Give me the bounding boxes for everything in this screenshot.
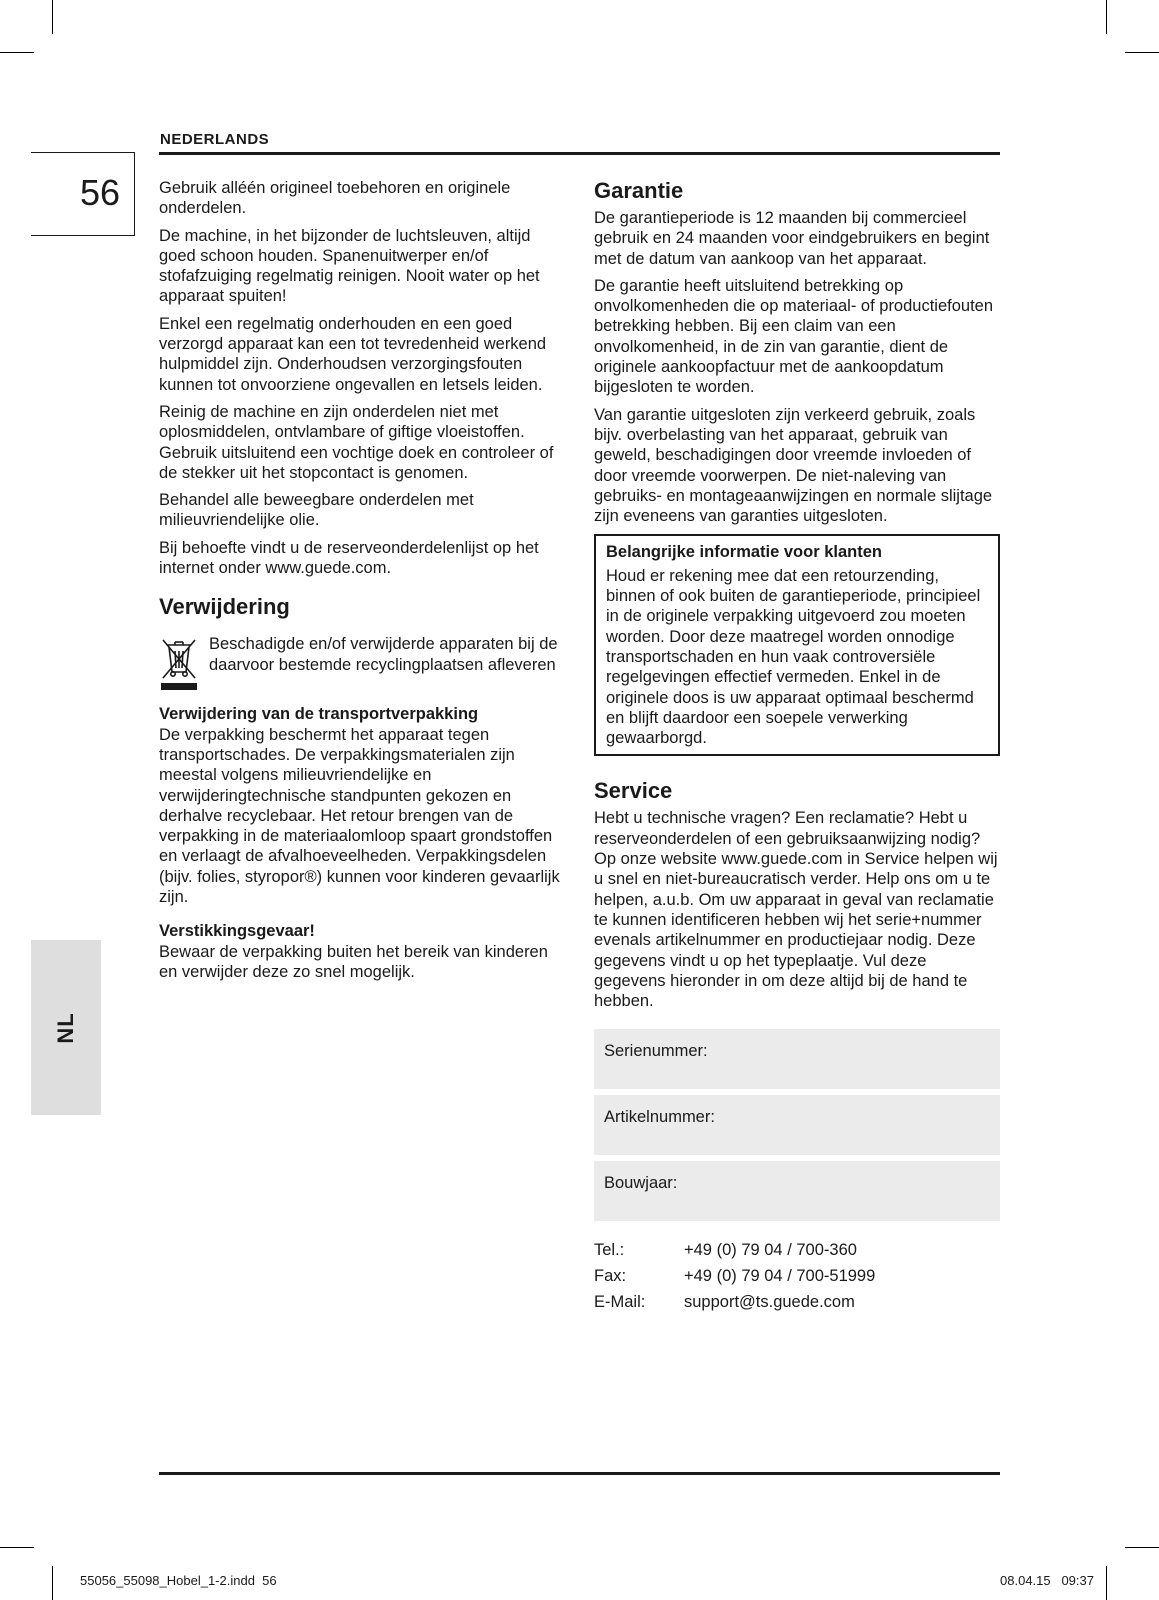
maintenance-paragraph: Reinig de machine en zijn onderdelen niet met oplosmiddelen, ontvlambare of giftige vloeistoffen. Gebruik uitsluitend een vochtige doek en controleer of de stekker uit het stopcontact is genomen. — [159, 402, 554, 482]
customer-info-text: Houd er rekening mee dat een retourzending, binnen of ook buiten de garantieperiode, principieel in de originele verpakking uitgevoerd zou moeten worden. Door deze maatregel worden onnodige transportschaden en hun vaak controversiële regelgevingen effectief vermeden. Enkel in de originele doos is uw apparaat optimaal beschermd en blijft daardoor een soepele verwerking gewaarborgd. — [606, 566, 981, 748]
warranty-heading: Garantie — [594, 178, 684, 203]
article-number-field[interactable] — [594, 1095, 1000, 1155]
right-column — [594, 178, 1000, 1315]
maintenance-paragraph: De machine, in het bijzonder de luchtsleuven, altijd goed schoon houden. Spanenuitwerper en/of stofafzuiging regelmatig reinigen. Nooit water op het apparaat spuiten! — [159, 226, 540, 306]
service-text: Hebt u technische vragen? Een reclamatie? Hebt u reserveonderdelen of een gebruiksaanwijzing nodig? Op onze website www.guede.com in Service helpen wij u snel en niet-bureaucratisch verder. Help ons om u te helpen, a.u.b. Om uw apparaat in geval van reclamatie te kunnen identificeren hebben wij het serie+nummer evenals artikelnummer en productiejaar nodig. Deze gegevens vindt u op het typeplaatje. Vul deze gegevens hieronder in om deze altijd bij de hand te hebben. — [594, 809, 998, 1011]
suffocation-warning-heading: Verstikkingsgevaar! — [159, 922, 315, 941]
page-number: 56 — [79, 172, 120, 213]
left-column — [159, 178, 564, 996]
email-label: E-Mail: — [594, 1293, 646, 1312]
contact-details — [594, 1237, 1000, 1315]
language-side-tab-label: NL — [53, 1011, 78, 1044]
contact-row-email — [594, 1289, 1000, 1315]
product-details-fields — [594, 1029, 1000, 1221]
fax-value: +49 (0) 79 04 / 700-51999 — [684, 1267, 876, 1286]
warranty-paragraph: Van garantie uitgesloten zijn verkeerd gebruik, zoals bijv. overbelasting van het apparaat, gebruik van geweld, beschadigingen door vreemde invloeden of door vreemde voorwerpen. De niet-naleving van gebruiks- en montageaanwijzingen en normale slijtage zijn eveneens van garanties uitgesloten. — [594, 405, 993, 526]
serial-number-field[interactable] — [594, 1029, 1000, 1089]
disposal-heading: Verwijdering — [159, 594, 290, 620]
slug-file-name: 55056_55098_Hobel_1-2.indd — [80, 1573, 255, 1588]
crop-mark — [52, 0, 53, 34]
customer-info-box — [594, 534, 1000, 756]
crop-mark — [1106, 1566, 1107, 1600]
maintenance-paragraph: Bij behoefte vindt u de reserveonderdelenlijst op het internet onder www.guede.com. — [159, 538, 539, 578]
slug-page: 56 — [262, 1573, 277, 1588]
suffocation-warning-text: Bewaar de verpakking buiten het bereik van kinderen en verwijder deze zo snel mogelijk. — [159, 942, 548, 981]
crop-mark — [52, 1566, 53, 1600]
footer-rule — [159, 1472, 1000, 1475]
page-number-box — [31, 152, 135, 236]
suffocation-warning-section — [159, 921, 564, 982]
email-value: support@ts.guede.com — [684, 1293, 855, 1312]
warranty-paragraph: De garantie heeft uitsluitend betrekking op onvolkomenheden die op materiaal- of productiefouten betrekking hebben. Bij een claim van een onvolkomenheid, in de zin van garantie, dient de originele aankoopfactuur met de aankoopdatum bijgesloten te worden. — [594, 276, 994, 397]
build-year-field[interactable] — [594, 1161, 1000, 1221]
warranty-paragraph: De garantieperiode is 12 maanden bij commercieel gebruik en 24 maanden voor eindgebruikers en begint met de datum van aankoop van het apparaat. — [594, 209, 990, 268]
tel-label: Tel.: — [594, 1241, 625, 1260]
slug-file-info — [80, 1573, 277, 1588]
slug-date-time: 08.04.15 09:37 — [1000, 1573, 1094, 1588]
crop-mark — [0, 52, 34, 53]
contact-row-tel — [594, 1237, 1000, 1263]
header-rule — [159, 152, 1000, 155]
maintenance-paragraph: Gebruik alléén origineel toebehoren en originele onderdelen. — [159, 179, 511, 218]
fax-label: Fax: — [594, 1267, 627, 1286]
crop-mark — [0, 1547, 34, 1548]
maintenance-paragraph: Behandel alle beweegbare onderdelen met milieuvriendelijke olie. — [159, 491, 474, 530]
language-header: NEDERLANDS — [160, 131, 270, 148]
maintenance-paragraph: Enkel een regelmatig onderhouden en een goed verzorgd apparaat kan een tot tevredenheid werkend hulpmiddel zijn. Onderhoudsen verzorgingsfouten kunnen tot onvoorziene ongevallen en letsels leiden. — [159, 314, 547, 394]
contact-row-fax — [594, 1263, 1000, 1289]
transport-packaging-text: De verpakking beschermt het apparaat tegen transportschades. De verpakkingsmaterialen zijn meestal volgens milieuvriendelijke en verwijderingtechnische standpunten gekozen en derhalve recyclebaar. Het retour brengen van de verpakking in de materiaalomloop spaart grondstoffen en verlaagt de afvalhoeveelheden. Verpakkingsdelen (bijv. folies, styropor®) kunnen voor kinderen gevaarlijk zijn. — [159, 725, 560, 907]
service-heading: Service — [594, 778, 673, 804]
article-number-label: Artikelnummer: — [604, 1108, 715, 1127]
customer-info-title: Belangrijke informatie voor klanten — [606, 543, 882, 562]
crop-mark — [1125, 1547, 1159, 1548]
crop-mark — [1106, 0, 1107, 34]
recycle-notice — [159, 634, 564, 692]
build-year-label: Bouwjaar: — [604, 1174, 678, 1193]
tel-value: +49 (0) 79 04 / 700-360 — [684, 1241, 857, 1260]
transport-packaging-section — [159, 704, 564, 907]
transport-packaging-heading: Verwijdering van de transportverpakking — [159, 705, 479, 724]
language-side-tab — [31, 940, 101, 1115]
crossed-out-wheelie-bin-icon — [159, 636, 199, 692]
recycle-notice-text: Beschadigde en/of verwijderde apparaten bij de daarvoor bestemde recyclingplaatsen afleveren — [209, 635, 558, 674]
serial-number-label: Serienummer: — [604, 1042, 708, 1061]
crop-mark — [1125, 52, 1159, 53]
